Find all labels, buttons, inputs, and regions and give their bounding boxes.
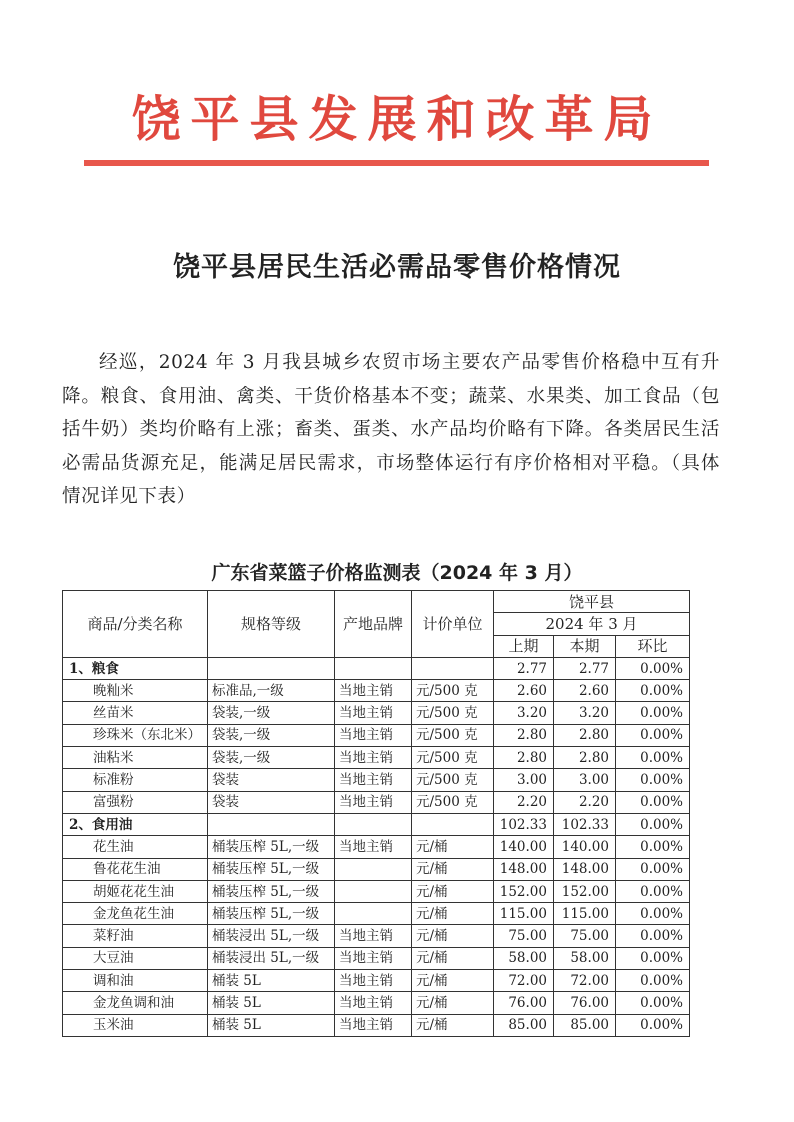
cell-change: 0.00% (616, 657, 690, 679)
cell-prev: 2.77 (494, 657, 554, 679)
cell-origin: 当地主销 (335, 836, 412, 858)
cell-spec: 桶装压榨 5L,一级 (208, 880, 335, 902)
cell-prev: 2.80 (494, 724, 554, 746)
cell-unit: 元/桶 (412, 947, 494, 969)
cell-curr: 148.00 (554, 858, 616, 880)
cell-origin (335, 657, 412, 679)
table-row (63, 970, 690, 992)
table-row (63, 947, 690, 969)
cell-prev: 85.00 (494, 1014, 554, 1036)
cell-curr: 2.80 (554, 747, 616, 769)
table-row (63, 925, 690, 947)
cell-unit: 元/桶 (412, 1014, 494, 1036)
cell-change: 0.00% (616, 903, 690, 925)
summary-paragraph: 经巡，2024 年 3 月我县城乡农贸市场主要农产品零售价格稳中互有升降。粮食、食用油、禽类、干货价格基本不变；蔬菜、水果类、加工食品（包括牛奶）类均价略有上涨；畜类、蛋类、水产品均价略有下降。各类居民生活必需品货源充足，能满足居民需求，市场整体运行有序价格相对平稳。（具体情况详见下表） (62, 352, 720, 507)
cell-prev: 148.00 (494, 858, 554, 880)
cell-origin: 当地主销 (335, 1014, 412, 1036)
cell-spec: 桶装浸出 5L,一级 (208, 947, 335, 969)
header-change: 环比 (616, 635, 690, 657)
cell-change: 0.00% (616, 791, 690, 813)
cell-spec (208, 813, 335, 835)
table-row (63, 769, 690, 791)
header-prev: 上期 (494, 635, 554, 657)
table-row (63, 747, 690, 769)
cell-name: 玉米油 (63, 1014, 208, 1036)
cell-spec: 袋装,一级 (208, 747, 335, 769)
cell-origin: 当地主销 (335, 724, 412, 746)
cell-name: 油粘米 (63, 747, 208, 769)
cell-curr: 152.00 (554, 880, 616, 902)
cell-prev: 75.00 (494, 925, 554, 947)
cell-name: 1、粮食 (63, 657, 208, 679)
cell-change: 0.00% (616, 925, 690, 947)
cell-change: 0.00% (616, 1014, 690, 1036)
cell-unit: 元/500 克 (412, 791, 494, 813)
cell-curr: 85.00 (554, 1014, 616, 1036)
cell-name: 花生油 (63, 836, 208, 858)
cell-change: 0.00% (616, 702, 690, 724)
cell-spec: 桶装 5L (208, 992, 335, 1014)
cell-prev: 115.00 (494, 903, 554, 925)
cell-name: 金龙鱼花生油 (63, 903, 208, 925)
header-name: 商品/分类名称 (63, 591, 208, 658)
cell-origin: 当地主销 (335, 702, 412, 724)
cell-change: 0.00% (616, 769, 690, 791)
price-table-body (63, 591, 690, 1037)
cell-unit: 元/500 克 (412, 680, 494, 702)
cell-prev: 140.00 (494, 836, 554, 858)
cell-change: 0.00% (616, 880, 690, 902)
cell-unit: 元/500 克 (412, 702, 494, 724)
cell-prev: 152.00 (494, 880, 554, 902)
cell-name: 调和油 (63, 970, 208, 992)
cell-name: 标准粉 (63, 769, 208, 791)
cell-prev: 2.80 (494, 747, 554, 769)
cell-spec: 袋装,一级 (208, 702, 335, 724)
cell-spec: 桶装 5L (208, 970, 335, 992)
cell-prev: 58.00 (494, 947, 554, 969)
table-row (63, 702, 690, 724)
cell-unit: 元/桶 (412, 836, 494, 858)
cell-origin: 当地主销 (335, 680, 412, 702)
table-row (63, 680, 690, 702)
cell-change: 0.00% (616, 836, 690, 858)
cell-curr: 3.00 (554, 769, 616, 791)
cell-name: 大豆油 (63, 947, 208, 969)
cell-unit: 元/桶 (412, 925, 494, 947)
cell-curr: 76.00 (554, 992, 616, 1014)
cell-name: 丝苗米 (63, 702, 208, 724)
table-row (63, 1014, 690, 1036)
table-row (63, 791, 690, 813)
cell-unit: 元/桶 (412, 880, 494, 902)
cell-curr: 75.00 (554, 925, 616, 947)
cell-origin: 当地主销 (335, 791, 412, 813)
header-curr: 本期 (554, 635, 616, 657)
table-row (63, 813, 690, 835)
table-header-row (63, 591, 690, 613)
cell-name: 胡姬花花生油 (63, 880, 208, 902)
cell-prev: 3.00 (494, 769, 554, 791)
cell-curr: 2.77 (554, 657, 616, 679)
cell-spec: 桶装压榨 5L,一级 (208, 858, 335, 880)
cell-origin (335, 880, 412, 902)
cell-curr: 2.80 (554, 724, 616, 746)
price-table (62, 590, 690, 1037)
cell-spec (208, 657, 335, 679)
cell-curr: 140.00 (554, 836, 616, 858)
table-row (63, 724, 690, 746)
cell-name: 鲁花花生油 (63, 858, 208, 880)
table-row (63, 836, 690, 858)
cell-spec: 袋装 (208, 769, 335, 791)
letterhead-divider (84, 160, 709, 166)
cell-change: 0.00% (616, 724, 690, 746)
cell-change: 0.00% (616, 813, 690, 835)
cell-name: 2、食用油 (63, 813, 208, 835)
cell-unit (412, 657, 494, 679)
letterhead: 饶平县发展和改革局 (131, 91, 663, 148)
cell-change: 0.00% (616, 747, 690, 769)
cell-change: 0.00% (616, 992, 690, 1014)
cell-unit: 元/桶 (412, 992, 494, 1014)
cell-unit: 元/500 克 (412, 769, 494, 791)
table-row (63, 858, 690, 880)
cell-curr: 115.00 (554, 903, 616, 925)
cell-prev: 3.20 (494, 702, 554, 724)
cell-origin: 当地主销 (335, 992, 412, 1014)
cell-prev: 2.60 (494, 680, 554, 702)
cell-prev: 76.00 (494, 992, 554, 1014)
header-origin: 产地品牌 (335, 591, 412, 658)
cell-name: 富强粉 (63, 791, 208, 813)
cell-origin (335, 858, 412, 880)
cell-name: 菜籽油 (63, 925, 208, 947)
cell-spec: 袋装 (208, 791, 335, 813)
table-row (63, 992, 690, 1014)
cell-unit: 元/桶 (412, 903, 494, 925)
cell-curr: 3.20 (554, 702, 616, 724)
cell-prev: 102.33 (494, 813, 554, 835)
cell-change: 0.00% (616, 680, 690, 702)
document-title: 饶平县居民生活必需品零售价格情况 (173, 252, 621, 283)
header-region: 饶平县 (494, 591, 690, 613)
cell-spec: 桶装压榨 5L,一级 (208, 903, 335, 925)
cell-name: 珍珠米（东北米） (63, 724, 208, 746)
cell-spec: 袋装,一级 (208, 724, 335, 746)
table-title: 广东省菜篮子价格监测表（2024 年 3 月） (211, 562, 583, 584)
header-period: 2024 年 3 月 (494, 613, 690, 635)
cell-unit: 元/桶 (412, 970, 494, 992)
cell-curr: 58.00 (554, 947, 616, 969)
cell-change: 0.00% (616, 947, 690, 969)
cell-spec: 桶装 5L (208, 1014, 335, 1036)
table-row (63, 903, 690, 925)
cell-change: 0.00% (616, 858, 690, 880)
cell-spec: 标准品,一级 (208, 680, 335, 702)
cell-unit: 元/500 克 (412, 724, 494, 746)
cell-unit (412, 813, 494, 835)
cell-origin: 当地主销 (335, 947, 412, 969)
cell-name: 金龙鱼调和油 (63, 992, 208, 1014)
cell-origin: 当地主销 (335, 925, 412, 947)
cell-origin (335, 903, 412, 925)
header-spec: 规格等级 (208, 591, 335, 658)
cell-prev: 72.00 (494, 970, 554, 992)
cell-curr: 2.20 (554, 791, 616, 813)
cell-curr: 102.33 (554, 813, 616, 835)
cell-change: 0.00% (616, 970, 690, 992)
cell-name: 晚籼米 (63, 680, 208, 702)
cell-spec: 桶装浸出 5L,一级 (208, 925, 335, 947)
cell-curr: 72.00 (554, 970, 616, 992)
cell-origin (335, 813, 412, 835)
cell-spec: 桶装压榨 5L,一级 (208, 836, 335, 858)
table-row (63, 880, 690, 902)
cell-unit: 元/桶 (412, 858, 494, 880)
header-unit: 计价单位 (412, 591, 494, 658)
cell-unit: 元/500 克 (412, 747, 494, 769)
table-row (63, 657, 690, 679)
cell-prev: 2.20 (494, 791, 554, 813)
cell-origin: 当地主销 (335, 747, 412, 769)
cell-origin: 当地主销 (335, 970, 412, 992)
cell-curr: 2.60 (554, 680, 616, 702)
cell-origin: 当地主销 (335, 769, 412, 791)
